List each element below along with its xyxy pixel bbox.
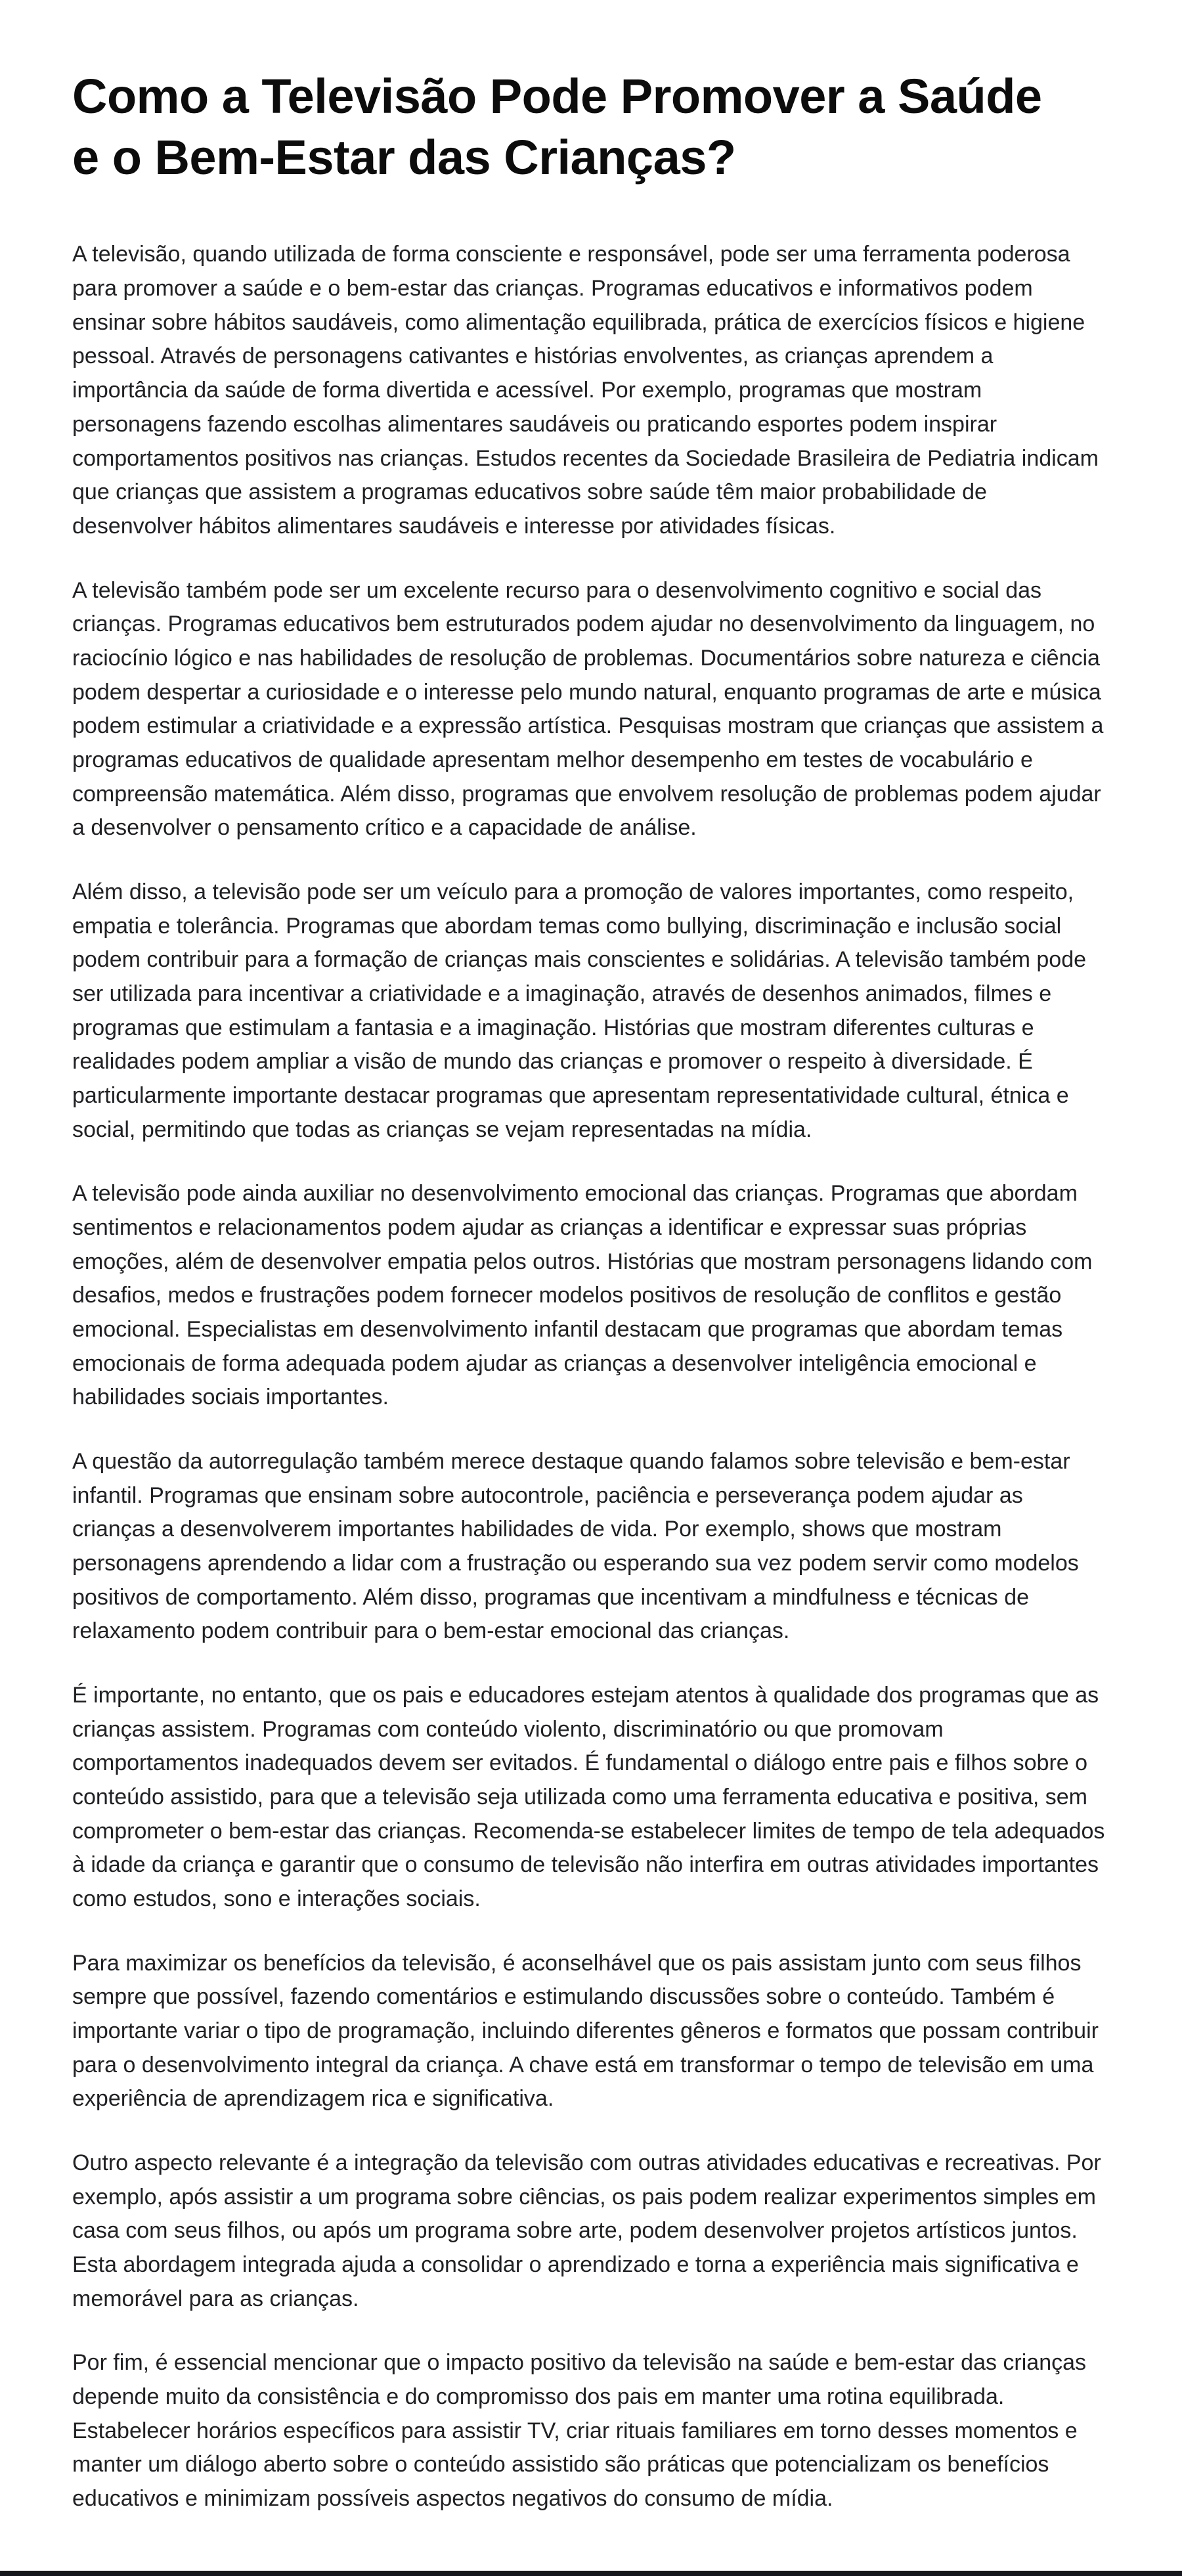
article-paragraph-1: A televisão, quando utilizada de forma consciente e responsável, pode ser uma ferramenta poderosa para promover a saúde e o bem-estar das crianças. Programas educativos e informativos podem ensinar sobre hábitos saudáveis, como alimentação equilibrada, prática de exercícios físicos e higiene pessoal. Através de personagens cativantes e histórias envolventes, as crianças aprendem a importância da saúde de forma divertida e acessível. Por exemplo, programas que mostram personagens fazendo escolhas alimentares saudáveis ou praticando esportes podem inspirar comportamentos positivos nas crianças. Estudos recentes da Sociedade Brasileira de Pediatria indicam que crianças que assistem a programas educativos sobre saúde têm maior probabilidade de desenvolver hábitos alimentares saudáveis e interesse por atividades físicas.	[72, 242, 1099, 539]
article-paragraph-9: Por fim, é essencial mencionar que o impacto positivo da televisão na saúde e bem-estar das crianças depende muito da consistência e do compromisso dos pais em manter uma rotina equilibrada. Estabelecer horários específicos para assistir TV, criar rituais familiares em torno desses momentos e manter um diálogo aberto sobre o conteúdo assistido são práticas que potencializam os benefícios educativos e minimizam possíveis aspectos negativos do consumo de mídia.	[72, 2350, 1087, 2512]
page-title: Como a Televisão Pode Promover a Saúde e o Bem-Estar das Crianças?	[72, 69, 1042, 185]
bottom-edge-bar	[0, 2571, 1182, 2576]
article-paragraph-8: Outro aspecto relevante é a integração da televisão com outras atividades educativas e recreativas. Por exemplo, após assistir a um programa sobre ciências, os pais podem realizar experimentos simples em casa com seus filhos, ou após um programa sobre arte, podem desenvolver projetos artísticos juntos. Esta abordagem integrada ajuda a consolidar o aprendizado e torna a experiência mais significativa e memorável para as crianças.	[72, 2150, 1101, 2311]
article-paragraph-6: É importante, no entanto, que os pais e educadores estejam atentos à qualidade dos programas que as crianças assistem. Programas com conteúdo violento, discriminatório ou que promovam comportamentos inadequados devem ser evitados. É fundamental o diálogo entre pais e filhos sobre o conteúdo assistido, para que a televisão seja utilizada como uma ferramenta educativa e positiva, sem comprometer o bem-estar das crianças. Recomenda-se estabelecer limites de tempo de tela adequados à idade da criança e garantir que o consumo de televisão não interfira em outras atividades importantes como estudos, sono e interações sociais.	[72, 1683, 1105, 1912]
article-paragraph-7: Para maximizar os benefícios da televisão, é aconselhável que os pais assistam junto com seus filhos sempre que possível, fazendo comentários e estimulando discussões sobre o conteúdo. Também é importante variar o tipo de programação, incluindo diferentes gêneros e formatos que possam contribuir para o desenvolvimento integral da criança. A chave está em transformar o tempo de televisão em uma experiência de aprendizagem rica e significativa.	[72, 1950, 1099, 2112]
article-paragraph-5: A questão da autorregulação também merece destaque quando falamos sobre televisão e bem-estar infantil. Programas que ensinam sobre autocontrole, paciência e perseverança podem ajudar as crianças a desenvolverem importantes habilidades de vida. Por exemplo, shows que mostram personagens aprendendo a lidar com a frustração ou esperando sua vez podem servir como modelos positivos de comportamento. Além disso, programas que incentivam a mindfulness e técnicas de relaxamento podem contribuir para o bem-estar emocional das crianças.	[72, 1448, 1079, 1644]
article-paragraph-3: Além disso, a televisão pode ser um veículo para a promoção de valores importantes, como respeito, empatia e tolerância. Programas que abordam temas como bullying, discriminação e inclusão social podem contribuir para a formação de crianças mais conscientes e solidárias. A televisão também pode ser utilizada para incentivar a criatividade e a imaginação, através de desenhos animados, filmes e programas que estimulam a fantasia e a imaginação. Histórias que mostram diferentes culturas e realidades podem ampliar a visão de mundo das crianças e promover o respeito à diversidade. É particularmente importante destacar programas que apresentam representatividade cultural, étnica e social, permitindo que todas as crianças se vejam representadas na mídia.	[72, 879, 1087, 1142]
article-paragraph-4: A televisão pode ainda auxiliar no desenvolvimento emocional das crianças. Programas que abordam sentimentos e relacionamentos podem ajudar as crianças a identificar e expressar suas próprias emoções, além de desenvolver empatia pelos outros. Histórias que mostram personagens lidando com desafios, medos e frustrações podem fornecer modelos positivos de resolução de conflitos e gestão emocional. Especialistas em desenvolvimento infantil destacam que programas que abordam temas emocionais de forma adequada podem ajudar as crianças a desenvolver inteligência emocional e habilidades sociais importantes.	[72, 1181, 1093, 1410]
article-paragraph-2: A televisão também pode ser um excelente recurso para o desenvolvimento cognitivo e social das crianças. Programas educativos bem estruturados podem ajudar no desenvolvimento da linguagem, no raciocínio lógico e nas habilidades de resolução de problemas. Documentários sobre natureza e ciência podem despertar a curiosidade e o interesse pelo mundo natural, enquanto programas de arte e música podem estimular a criatividade e a expressão artística. Pesquisas mostram que crianças que assistem a programas educativos de qualidade apresentam melhor desempenho em testes de vocabulário e compreensão matemática. Além disso, programas que envolvem resolução de problemas podem ajudar a desenvolver o pensamento crítico e a capacidade de análise.	[72, 577, 1104, 841]
